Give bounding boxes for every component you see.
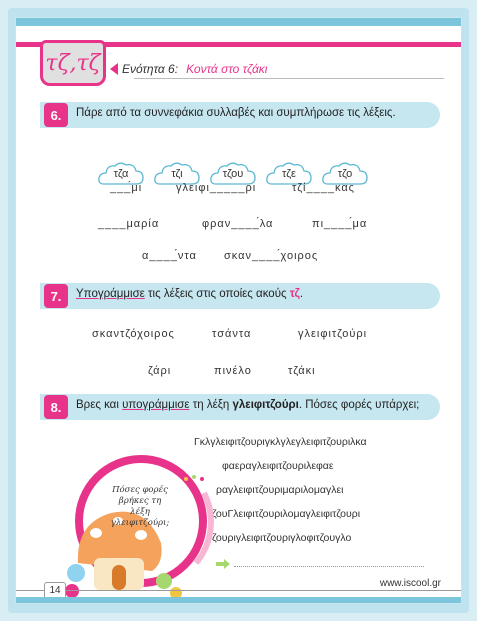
- fill-word[interactable]: πι____́μα: [312, 218, 368, 230]
- letter-line[interactable]: Γκλγλειφιτζουριγκλγλεγλειφιτζουριλκα: [194, 436, 367, 448]
- letter-tag: [40, 40, 106, 86]
- letter-line[interactable]: ραγλειφιτζουριμαριλομαγλει: [216, 484, 344, 496]
- fill-word[interactable]: ___́μι: [110, 182, 143, 194]
- exercise-6-header: [40, 102, 440, 128]
- exercise-number: 7.: [44, 284, 68, 308]
- fill-word[interactable]: ____μαρία: [98, 218, 160, 230]
- word-choice[interactable]: τζάκι: [288, 365, 316, 377]
- word-choice[interactable]: σκαντζόχοιρος: [92, 328, 175, 340]
- unit-rule: [134, 78, 444, 79]
- letter-line[interactable]: ζουριγλειφιτζουριγλοφιτζουγλο: [212, 532, 352, 544]
- instruction-text: τη λέξη: [189, 399, 233, 411]
- letter-line[interactable]: ζουΓλειφιτζουριλομαγλειφιτζουρι: [212, 508, 361, 520]
- site-url: www.iscool.gr: [376, 578, 445, 589]
- exercise-8-header: [40, 394, 440, 420]
- fill-word[interactable]: σκαν____́χοιρος: [224, 250, 319, 262]
- arrow-left-icon: [110, 63, 118, 75]
- mushroom-illustration: [56, 453, 226, 603]
- exercise-number: 6.: [44, 103, 68, 127]
- instruction-text: τις λέξεις στις οποίες ακούς: [144, 288, 290, 300]
- unit-header: [110, 62, 267, 76]
- fill-word[interactable]: φραν____́λα: [202, 218, 274, 230]
- letter-tag-text: τζ,τζ: [45, 50, 101, 76]
- exercise-number: 8.: [44, 395, 68, 419]
- arrow-right-icon: [216, 556, 230, 566]
- bubble-question: Πόσες φορές βρήκες τη λέξη γλειφιτζούρι;: [110, 485, 170, 528]
- cloud-syllable: τζο: [337, 168, 353, 180]
- fill-word[interactable]: τζί____κας: [292, 182, 355, 194]
- instruction-end: .: [299, 288, 304, 300]
- footer-line: [16, 590, 461, 591]
- word-choice[interactable]: πινέλο: [214, 365, 252, 377]
- fill-word[interactable]: α____́ντα: [142, 250, 197, 262]
- instruction-highlight: τζ: [289, 288, 300, 300]
- top-bar: [16, 18, 461, 26]
- cloud-syllable: τζα: [113, 168, 129, 180]
- exercise-instruction: [76, 399, 419, 411]
- unit-label: Ενότητα 6:: [122, 62, 179, 76]
- exercise-instruction: Πάρε από τα συννεφάκια συλλαβές και συμπλήρωσε τις λέξεις.: [76, 107, 396, 119]
- page-number: 14: [44, 582, 66, 600]
- exercise-instruction: [76, 288, 303, 300]
- worksheet-page: [16, 18, 461, 603]
- cloud-syllable: τζι: [171, 168, 183, 180]
- word-choice[interactable]: τσάντα: [212, 328, 252, 340]
- answer-line[interactable]: [234, 566, 424, 567]
- instruction-underline-word: Υπογράμμισε: [76, 288, 145, 300]
- bottom-bar: [16, 597, 461, 603]
- word-choice[interactable]: γλειφιτζούρι: [298, 328, 368, 340]
- instruction-bold-word: γλειφιτζούρι: [232, 399, 299, 411]
- cloud-syllable: τζου: [222, 168, 244, 180]
- letter-line[interactable]: φαεραγλειφιτζουριλεφαε: [222, 460, 334, 472]
- instruction-text: . Πόσες φορές υπάρχει;: [298, 399, 420, 411]
- instruction-underline-word: υπογράμμισε: [122, 399, 190, 411]
- fill-word[interactable]: γλειφι_____ρι: [176, 182, 257, 194]
- cloud-syllable: τζε: [282, 168, 296, 180]
- word-choice[interactable]: ζάρι: [148, 365, 172, 377]
- instruction-text: Βρες και: [76, 399, 123, 411]
- unit-title: Κοντά στο τζάκι: [186, 62, 268, 76]
- exercise-7-header: [40, 283, 440, 309]
